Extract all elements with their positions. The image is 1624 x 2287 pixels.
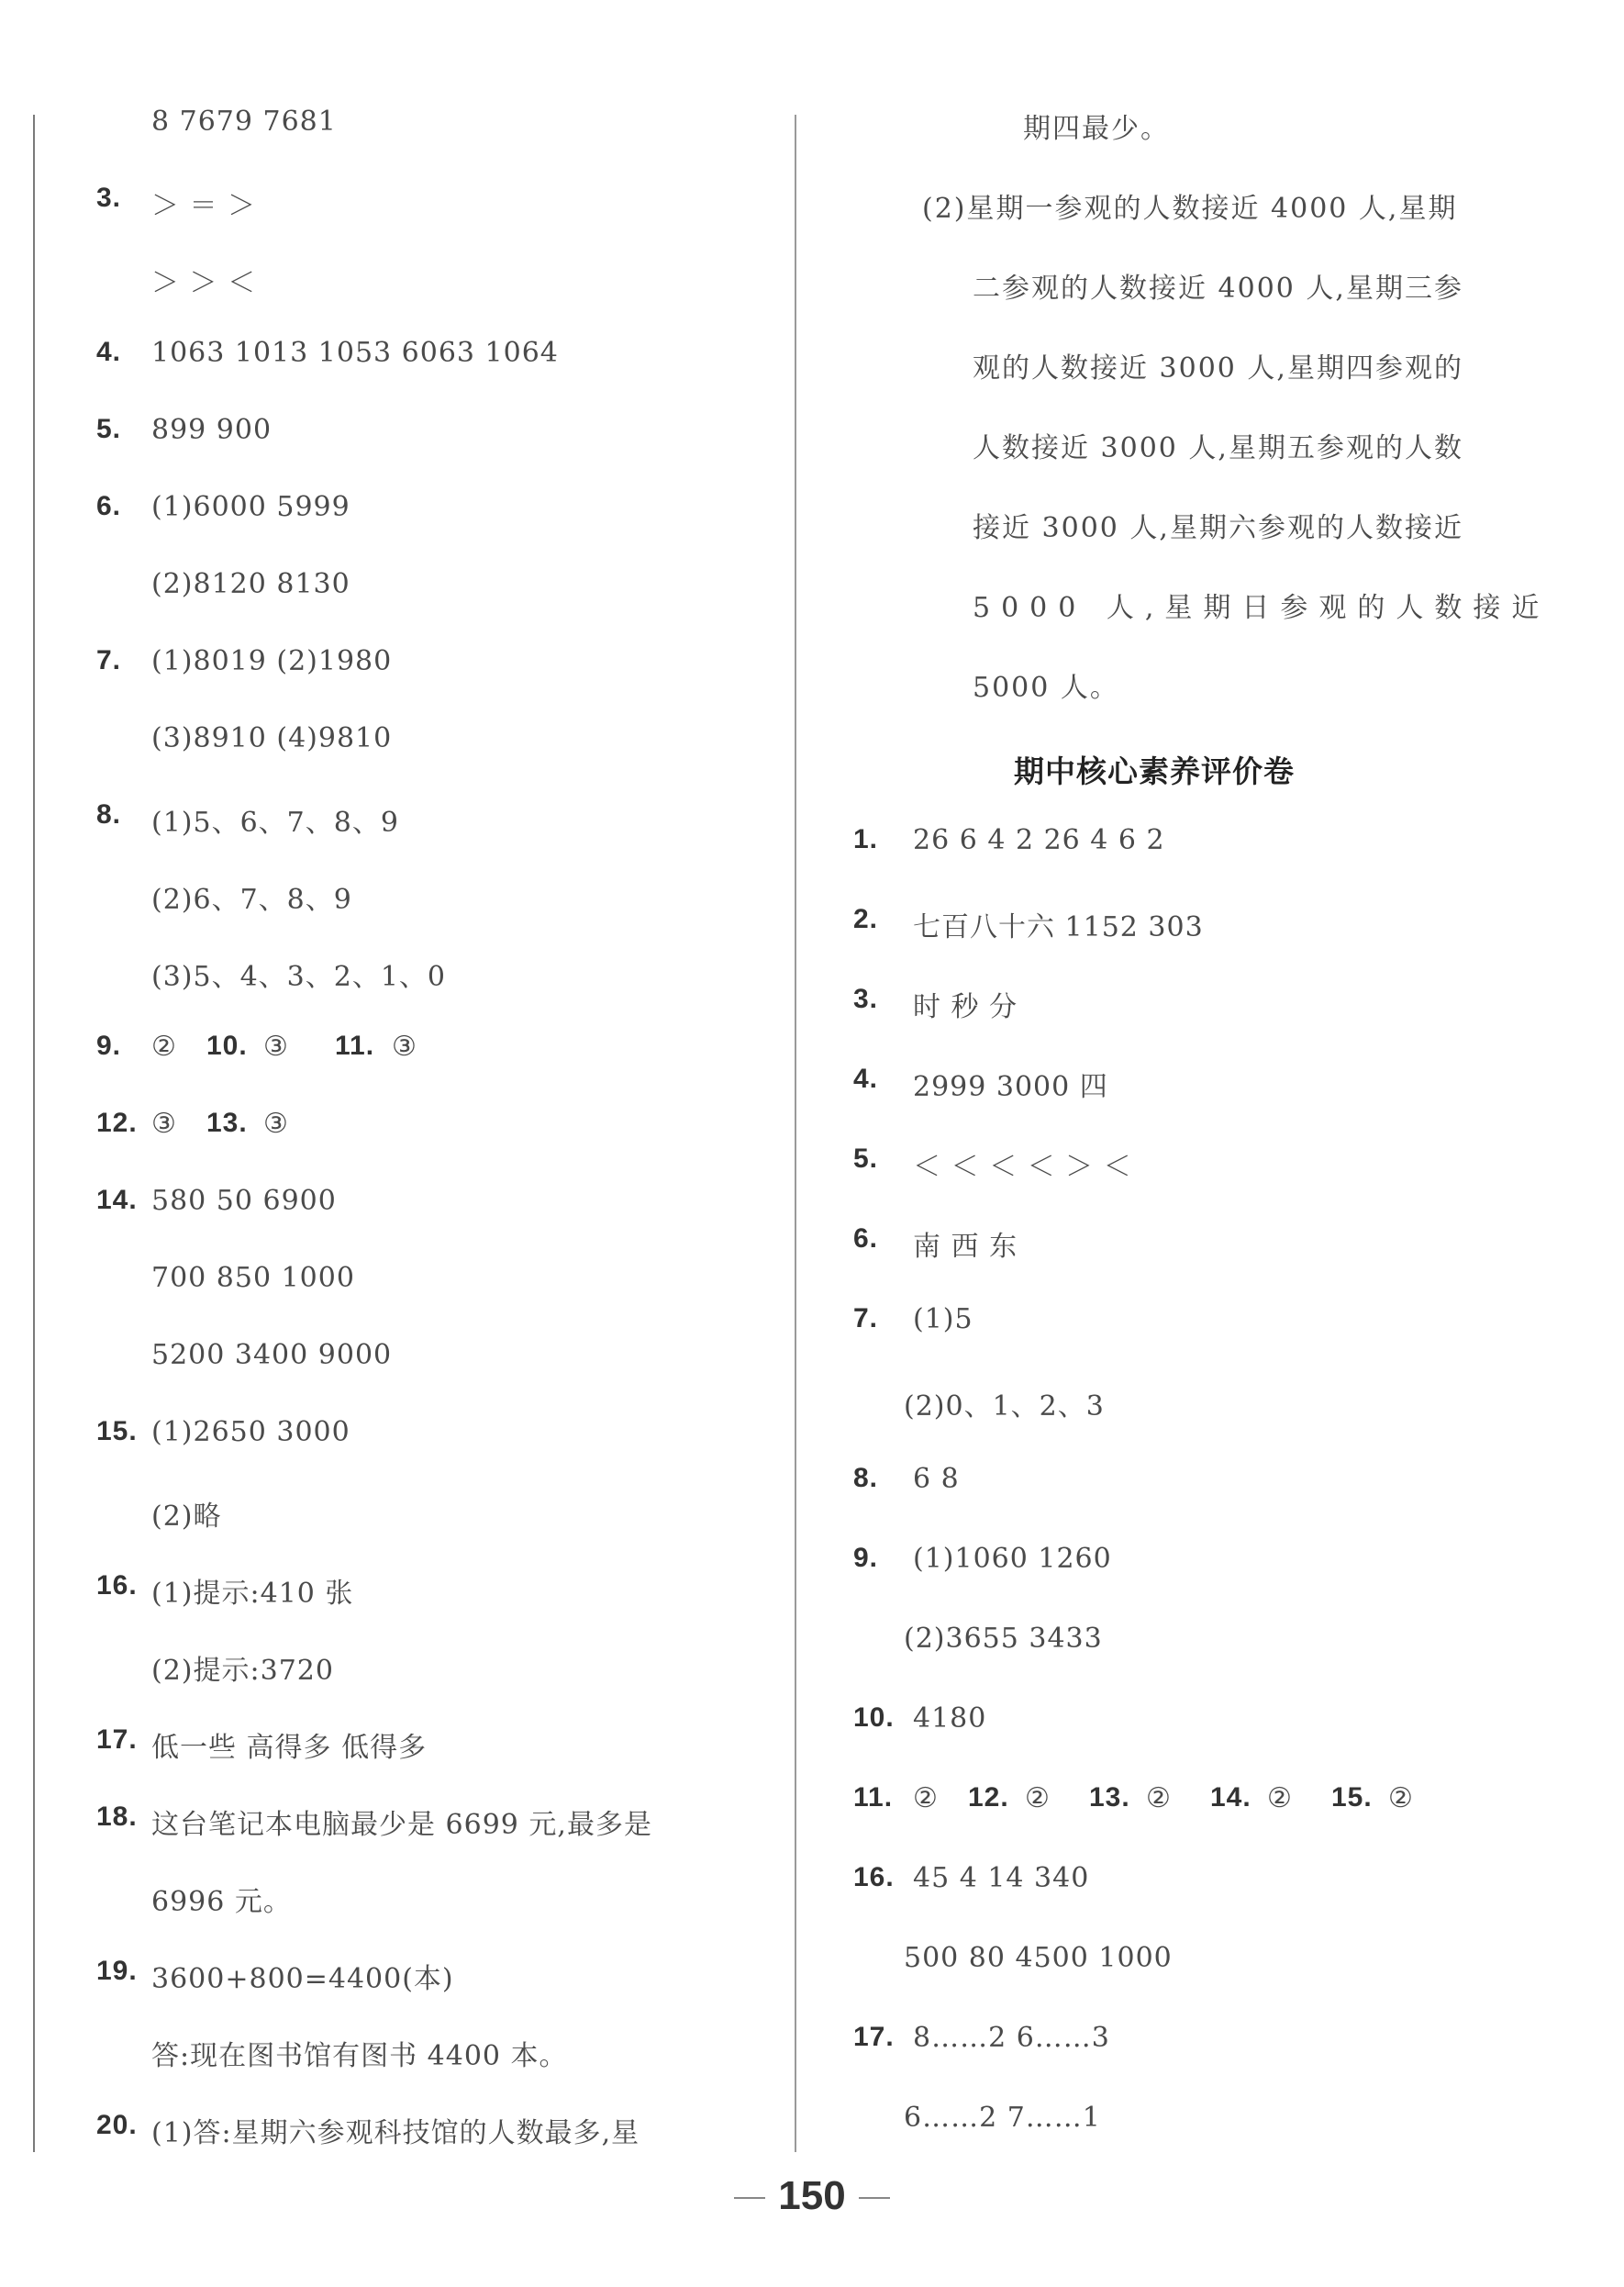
answer-row xyxy=(96,1493,775,1570)
answer-text: 时 秒 分 xyxy=(913,991,1018,1023)
answer-text: 500 80 4500 1000 xyxy=(904,1942,1173,1974)
answer-text: (2)提示:3720 xyxy=(151,1655,334,1687)
answer-text: (1)提示:410 张 xyxy=(151,1578,354,1610)
answer-text: 人数接近 3000 人,星期五参观的人数 xyxy=(973,432,1463,464)
answer-row xyxy=(96,1570,775,1647)
answer-row xyxy=(96,2033,775,2110)
column-divider xyxy=(795,115,796,2152)
answer-row xyxy=(96,260,775,337)
answer-text: ② xyxy=(913,1782,939,1814)
question-number: 12. xyxy=(968,1782,1009,1813)
question-number: 18. xyxy=(96,1802,138,1832)
question-number: 6. xyxy=(853,1223,879,1254)
answer-row xyxy=(853,1782,1496,1862)
footer-dash-left xyxy=(734,2197,765,2199)
question-number: 16. xyxy=(853,1862,895,1892)
question-number: 11. xyxy=(853,1782,894,1813)
answer-row xyxy=(853,824,1496,904)
answer-row xyxy=(853,505,1496,585)
question-number: 19. xyxy=(96,1956,138,1986)
answer-row xyxy=(853,1623,1496,1702)
answer-text: ③ xyxy=(263,1031,289,1063)
question-number: 17. xyxy=(853,2022,895,2052)
answer-text: (1)1060 1260 xyxy=(913,1543,1112,1575)
answer-row xyxy=(96,106,775,183)
answer-row xyxy=(853,1702,1496,1782)
question-number: 7. xyxy=(853,1303,879,1333)
question-number: 6. xyxy=(96,491,122,521)
answer-text: (1)答:星期六参观科技馆的人数最多,星 xyxy=(151,2117,640,2149)
answer-row xyxy=(96,183,775,260)
section-title: 期中核心素养评价卷 xyxy=(1014,753,1295,789)
answer-row xyxy=(96,1724,775,1802)
page-number: 150 xyxy=(778,2173,846,2218)
answer-text: (1)5、6、7、8、9 xyxy=(151,807,399,839)
answer-text: 6996 元。 xyxy=(151,1886,292,1918)
answer-row xyxy=(853,1942,1496,2022)
answer-text: ③ xyxy=(151,1108,177,1140)
question-number: 5. xyxy=(96,414,122,444)
answer-row xyxy=(96,1185,775,1262)
answer-text: 接近 3000 人,星期六参观的人数接近 xyxy=(973,512,1463,544)
answer-text: (1)5 xyxy=(913,1303,973,1335)
answer-text: ② xyxy=(1388,1782,1414,1814)
answer-text: 700 850 1000 xyxy=(151,1262,355,1294)
answer-text: 580 50 6900 xyxy=(151,1185,337,1217)
answer-text: 这台笔记本电脑最少是 6699 元,最多是 xyxy=(151,1809,652,1841)
answer-row xyxy=(96,491,775,568)
question-number: 13. xyxy=(206,1108,248,1138)
answer-row xyxy=(96,1262,775,1339)
answer-row xyxy=(853,425,1496,505)
answer-text: 899 900 xyxy=(151,414,273,446)
answer-text: 6……2 7……1 xyxy=(904,2102,1101,2134)
answer-row xyxy=(96,1416,775,1493)
answer-row xyxy=(96,414,775,491)
answer-row xyxy=(853,185,1496,265)
answer-row xyxy=(853,2102,1496,2181)
answer-row xyxy=(853,984,1496,1064)
answer-row xyxy=(96,1339,775,1416)
question-number: 15. xyxy=(1331,1782,1373,1813)
answer-row xyxy=(853,664,1496,744)
answer-row xyxy=(853,1862,1496,1942)
answer-row xyxy=(96,876,775,954)
answer-row xyxy=(96,799,775,876)
question-number: 3. xyxy=(853,984,879,1014)
answer-row xyxy=(853,585,1551,664)
left-column xyxy=(96,106,775,2187)
question-number: 9. xyxy=(96,1031,122,1061)
question-number: 13. xyxy=(1089,1782,1130,1813)
question-number: 20. xyxy=(96,2110,138,2140)
question-number: 4. xyxy=(96,337,122,367)
answer-text: (2)3655 3433 xyxy=(904,1623,1103,1655)
answer-text: (2)略 xyxy=(151,1500,222,1533)
answer-text: ③ xyxy=(263,1108,289,1140)
answer-text: 5200 3400 9000 xyxy=(151,1339,393,1371)
footer-dash-right xyxy=(859,2197,890,2199)
question-number: 1. xyxy=(853,824,879,854)
left-margin-rule xyxy=(33,115,35,2152)
answer-row xyxy=(853,1463,1496,1543)
answer-row xyxy=(96,337,775,414)
answer-row xyxy=(853,904,1496,984)
answer-text: (2)8120 8130 xyxy=(151,568,350,600)
answer-row xyxy=(96,1031,775,1108)
answer-text: 3600+800=4400(本) xyxy=(151,1963,454,1995)
question-number: 10. xyxy=(853,1702,895,1733)
answer-text: 低一些 高得多 低得多 xyxy=(151,1732,428,1764)
answer-row xyxy=(853,1543,1496,1623)
answer-text: 6 8 xyxy=(913,1463,960,1495)
answer-text: 8……2 6……3 xyxy=(913,2022,1110,2054)
answer-row xyxy=(853,2022,1496,2102)
answer-row xyxy=(96,1108,775,1185)
question-number: 14. xyxy=(96,1185,138,1215)
answer-row xyxy=(853,106,1496,185)
answer-text: (3)5、4、3、2、1、0 xyxy=(151,961,447,993)
answer-text: 8 7679 7681 xyxy=(151,106,337,138)
question-number: 9. xyxy=(853,1543,879,1573)
answer-row xyxy=(853,1383,1496,1463)
answer-text: 观的人数接近 3000 人,星期四参观的 xyxy=(973,352,1463,385)
question-number: 8. xyxy=(853,1463,879,1493)
page-number-footer xyxy=(0,2173,1624,2219)
answer-text: ② xyxy=(151,1031,177,1063)
answer-row xyxy=(96,645,775,722)
answer-text: (1)8019 (2)1980 xyxy=(151,645,393,677)
answer-row xyxy=(96,1802,775,1879)
answer-text: 45 4 14 340 xyxy=(913,1862,1090,1894)
answer-text: (3)8910 (4)9810 xyxy=(151,722,393,754)
answer-row xyxy=(96,722,775,799)
answer-row xyxy=(96,568,775,645)
answer-text: 2999 3000 四 xyxy=(913,1071,1108,1103)
question-number: 8. xyxy=(96,799,122,830)
question-number: 14. xyxy=(1210,1782,1251,1813)
question-number: 16. xyxy=(96,1570,138,1601)
answer-text: 1063 1013 1053 6063 1064 xyxy=(151,337,559,369)
answer-row xyxy=(96,1879,775,1956)
right-column xyxy=(853,106,1551,2181)
answer-text: 26 6 4 2 26 4 6 2 xyxy=(913,824,1165,856)
answer-row xyxy=(853,345,1496,425)
answer-text: (2)6、7、8、9 xyxy=(151,884,352,916)
answer-text: (2)星期一参观的人数接近 4000 人,星期 xyxy=(922,193,1458,225)
answer-text: ＜ ＜ ＜ ＜ ＞ ＜ xyxy=(913,1151,1132,1183)
answer-text: ② xyxy=(1267,1782,1293,1814)
answer-text: 5000 人,星期日参观的人数接近 xyxy=(973,592,1551,624)
answer-row xyxy=(853,1223,1496,1303)
question-number: 5. xyxy=(853,1144,879,1174)
answer-text: 南 西 东 xyxy=(913,1231,1018,1263)
question-number: 12. xyxy=(96,1108,138,1138)
answer-row xyxy=(853,1144,1496,1223)
question-number: 17. xyxy=(96,1724,138,1755)
answer-text: 七百八十六 1152 303 xyxy=(913,911,1204,943)
question-number: 10. xyxy=(206,1031,248,1061)
answer-text: ＞ ＞ ＜ xyxy=(151,267,257,299)
answer-text: ③ xyxy=(392,1031,417,1063)
question-number: 2. xyxy=(853,904,879,934)
question-number: 3. xyxy=(96,183,122,213)
question-number: 7. xyxy=(96,645,122,675)
answer-text: (2)0、1、2、3 xyxy=(904,1390,1105,1422)
answer-text: 5000 人。 xyxy=(973,672,1119,704)
answer-text: 4180 xyxy=(913,1702,987,1735)
answer-text: 答:现在图书馆有图书 4400 本。 xyxy=(151,2040,568,2072)
answer-row xyxy=(96,954,775,1031)
answer-text: 期四最少。 xyxy=(1023,113,1170,145)
answer-text: ② xyxy=(1146,1782,1172,1814)
answer-text: ＞ ＝ ＞ xyxy=(151,190,257,222)
answer-row xyxy=(96,1956,775,2033)
answer-row xyxy=(96,1647,775,1724)
answer-row xyxy=(853,1303,1496,1383)
question-number: 15. xyxy=(96,1416,138,1446)
answer-text: (1)6000 5999 xyxy=(151,491,350,523)
question-number: 11. xyxy=(335,1031,375,1061)
answer-row xyxy=(853,1064,1496,1144)
answer-text: ② xyxy=(1025,1782,1051,1814)
question-number: 4. xyxy=(853,1064,879,1094)
answer-text: (1)2650 3000 xyxy=(151,1416,350,1448)
answer-text: 二参观的人数接近 4000 人,星期三参 xyxy=(973,273,1463,305)
answer-row xyxy=(853,265,1496,345)
